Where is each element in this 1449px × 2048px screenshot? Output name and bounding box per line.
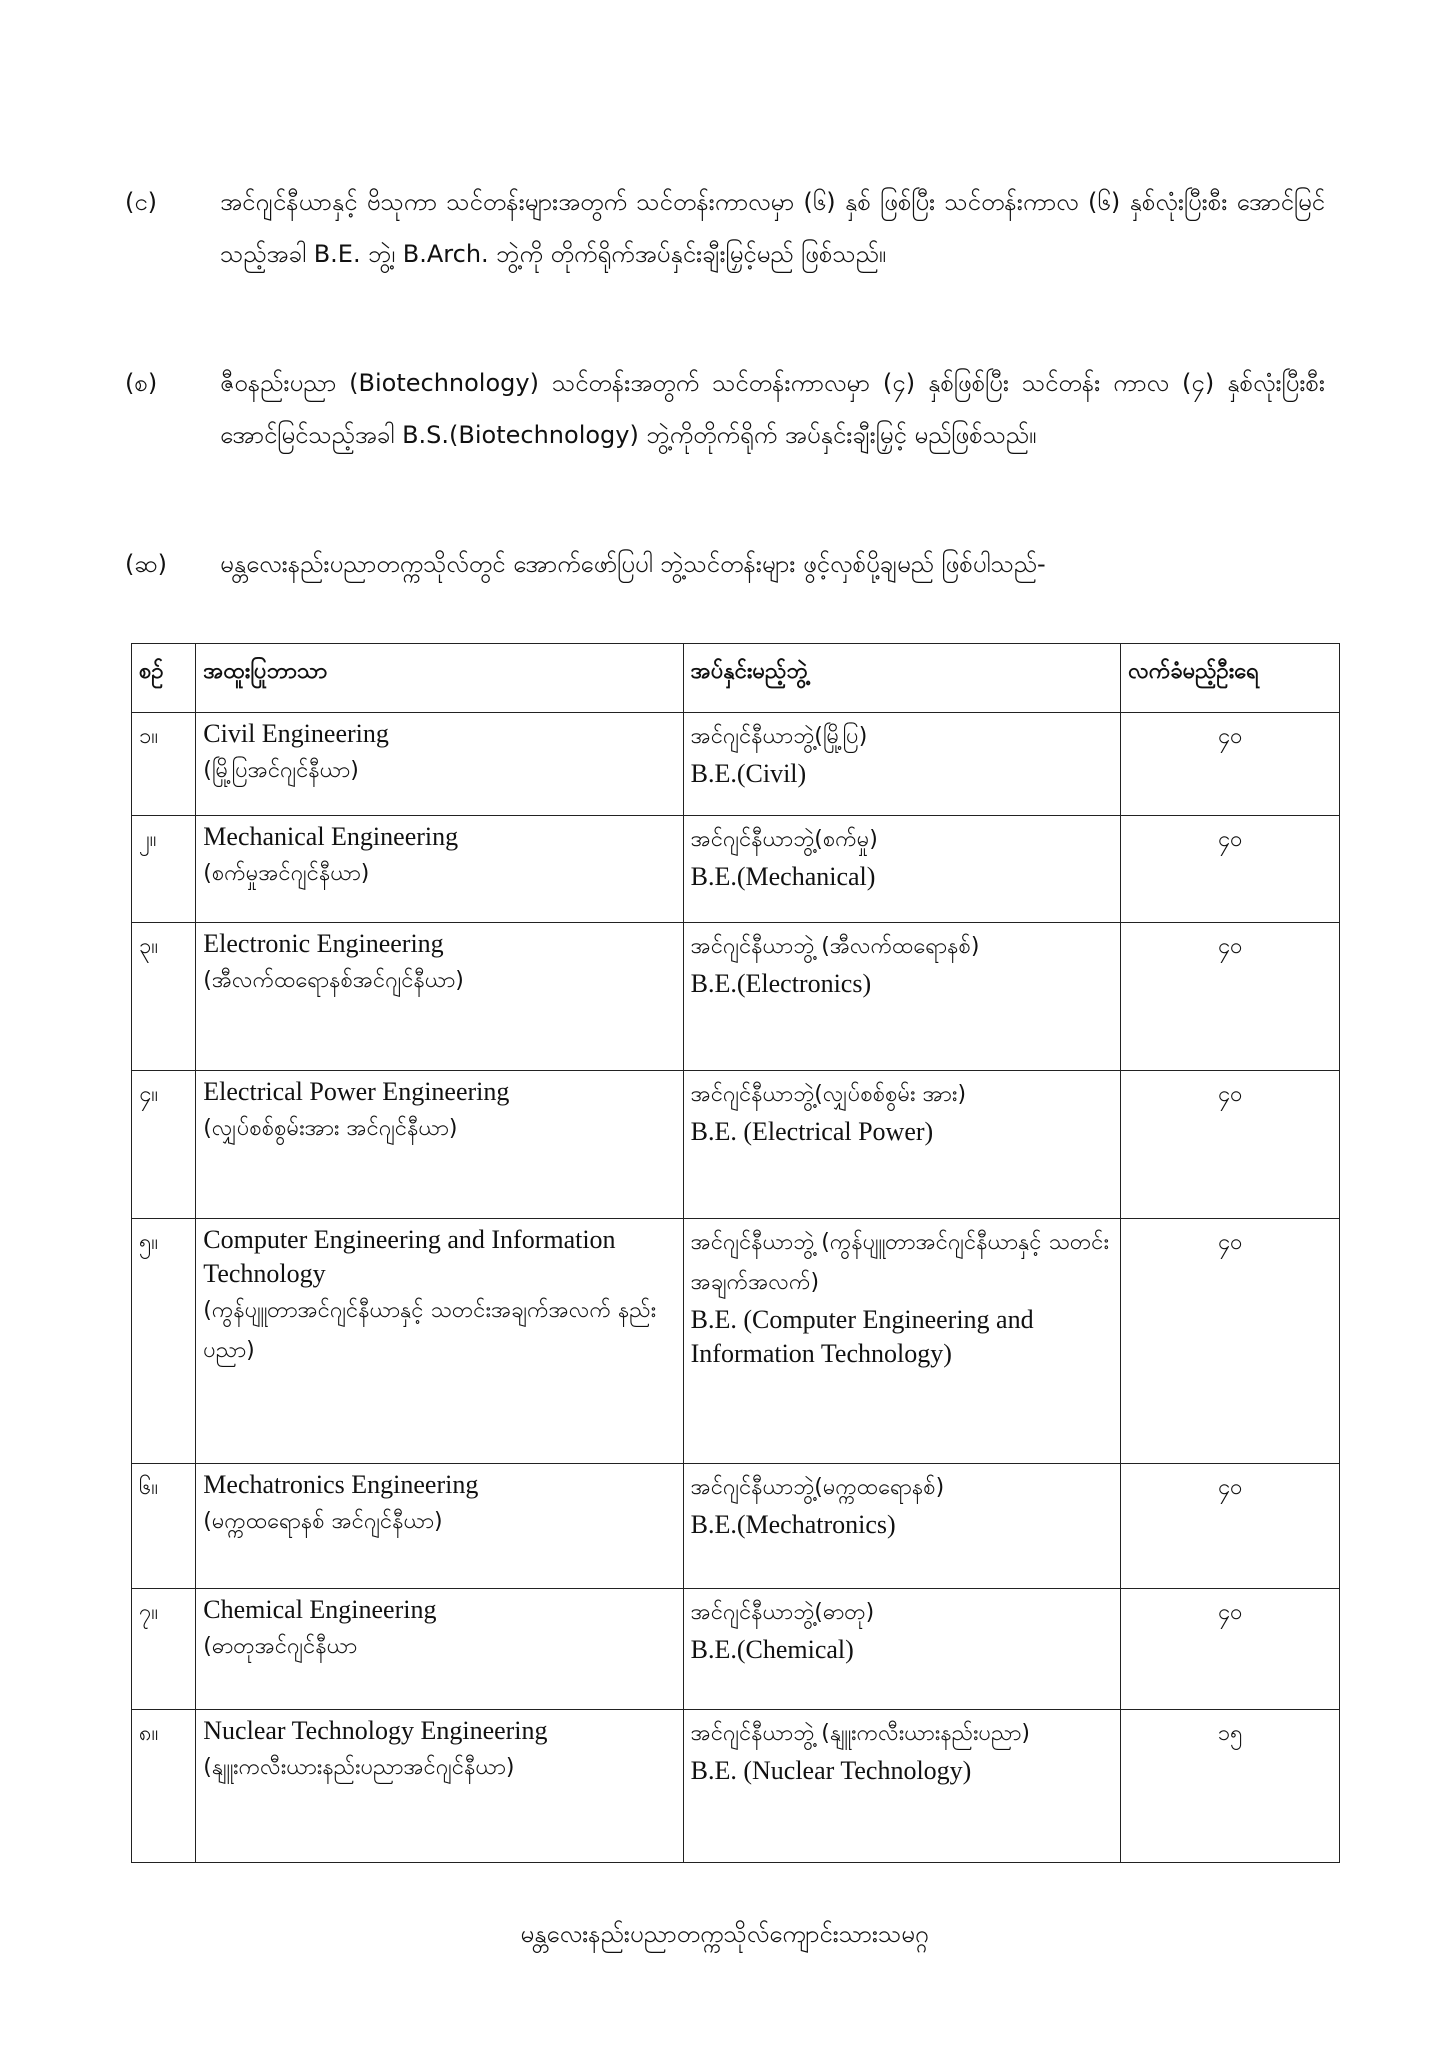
degree-cell xyxy=(683,923,1121,1071)
degree-english: B.E. (Nuclear Technology) xyxy=(690,1756,972,1785)
paragraph-label: (င) xyxy=(125,188,158,216)
table-header-row xyxy=(132,644,1340,713)
paragraph-text: အင်ဂျင်နီယာနှင့် ဗိသုကာ သင်တန်းများအတွက် သင်တန်းကာလမှာ (၆) နှစ် ဖြစ်ပြီး သင်တန်းကာလ (၆) နှစ်လုံးပြီးစီး အောင်မြင်သည့်အခါ B.E. ဘွဲ့၊ B.Arch. ဘွဲ့ကို တိုက်ရိုက်အပ်နှင်းချီးမြှင့်မည် ဖြစ်သည်။ xyxy=(220,188,1325,268)
page-footer: မန္တလေးနည်းပညာတက္ကသိုလ်ကျောင်းသားသမဂ္ဂ xyxy=(520,1920,929,1948)
specialization-english: Nuclear Technology Engineering xyxy=(203,1716,548,1745)
table-row xyxy=(132,816,1340,923)
table-row xyxy=(132,1071,1340,1219)
degree-cell xyxy=(683,1219,1121,1464)
row-number: ၁။ xyxy=(132,713,196,816)
specialization-myanmar: (အီလက်ထရောနစ်အင်ဂျင်နီယာ) xyxy=(203,968,464,993)
header-seats: လက်ခံမည့်ဦးရေ xyxy=(1121,644,1340,713)
paragraph-label: (ဆ) xyxy=(125,550,167,578)
degree-cell xyxy=(683,1464,1121,1589)
row-number: ၈။ xyxy=(132,1710,196,1863)
header-degree: အပ်နှင်းမည့်ဘွဲ့ xyxy=(683,644,1121,713)
table-row xyxy=(132,923,1340,1071)
degree-myanmar: အင်ဂျင်နီယာဘွဲ့(လျှပ်စစ်စွမ်း အား) xyxy=(690,1082,967,1107)
specialization-english: Computer Engineering and Information Technology xyxy=(203,1225,616,1288)
seats-cell: ၄၀ xyxy=(1121,923,1340,1071)
specialization-english: Mechatronics Engineering xyxy=(203,1470,479,1499)
seats-cell: ၄၀ xyxy=(1121,1219,1340,1464)
specialization-myanmar: (ဓာတုအင်ဂျင်နီယာ xyxy=(203,1634,358,1659)
specialization-cell xyxy=(196,816,683,923)
seats-cell: ၄၀ xyxy=(1121,713,1340,816)
specialization-myanmar: (စက်မှုအင်ဂျင်နီယာ) xyxy=(203,861,370,886)
specialization-myanmar: (လျှပ်စစ်စွမ်းအား အင်ဂျင်နီယာ) xyxy=(203,1116,458,1141)
degree-myanmar: အင်ဂျင်နီယာဘွဲ့(မက္ကထရောနစ်) xyxy=(690,1475,945,1500)
paragraph-hsa xyxy=(125,538,1325,590)
degree-myanmar: အင်ဂျင်နီယာဘွဲ့ (နျူးကလီးယားနည်းပညာ) xyxy=(690,1721,1031,1746)
seats-cell: ၁၅ xyxy=(1121,1710,1340,1863)
degree-myanmar: အင်ဂျင်နီယာဘွဲ့(စက်မှု) xyxy=(690,827,878,852)
specialization-myanmar: (မြို့ပြအင်ဂျင်နီယာ) xyxy=(203,758,359,783)
specialization-english: Mechanical Engineering xyxy=(203,822,459,851)
degree-myanmar: အင်ဂျင်နီယာဘွဲ့ (ကွန်ပျူတာအင်ဂျင်နီယာနှင့် သတင်းအချက်အလက်) xyxy=(690,1230,1110,1295)
degree-english: B.E.(Mechatronics) xyxy=(690,1510,896,1539)
specialization-cell xyxy=(196,1589,683,1710)
row-number: ၆။ xyxy=(132,1464,196,1589)
specialization-english: Civil Engineering xyxy=(203,719,389,748)
degree-english: B.E. (Computer Engineering and Information Technology) xyxy=(690,1305,1034,1368)
table-row xyxy=(132,1589,1340,1710)
degree-english: B.E.(Mechanical) xyxy=(690,862,876,891)
specialization-cell xyxy=(196,1710,683,1863)
degree-english: B.E. (Electrical Power) xyxy=(690,1117,934,1146)
header-specialization: အထူးပြုဘာသာ xyxy=(196,644,683,713)
row-number: ၅။ xyxy=(132,1219,196,1464)
degree-myanmar: အင်ဂျင်နီယာဘွဲ့(မြို့ပြ) xyxy=(690,724,868,749)
seats-cell: ၄၀ xyxy=(1121,1589,1340,1710)
row-number: ၃။ xyxy=(132,923,196,1071)
paragraph-text: ဇီဝနည်းပညာ (Biotechnology) သင်တန်းအတွက် သင်တန်းကာလမှာ (၄) နှစ်ဖြစ်ပြီး သင်တန်း ကာလ (၄) နှစ်လုံးပြီးစီး အောင်မြင်သည့်အခါ B.S.(Biotechnology) ဘွဲ့ကိုတိုက်ရိုက် အပ်နှင်းချီးမြှင့် မည်ဖြစ်သည်။ xyxy=(220,369,1325,449)
specialization-cell xyxy=(196,1071,683,1219)
degree-cell xyxy=(683,1589,1121,1710)
degree-english: B.E.(Civil) xyxy=(690,759,807,788)
specialization-english: Electronic Engineering xyxy=(203,929,444,958)
specialization-cell xyxy=(196,1464,683,1589)
table-row xyxy=(132,713,1340,816)
seats-cell: ၄၀ xyxy=(1121,816,1340,923)
row-number: ၇။ xyxy=(132,1589,196,1710)
degree-english: B.E.(Electronics) xyxy=(690,969,872,998)
table-row xyxy=(132,1710,1340,1863)
specialization-english: Chemical Engineering xyxy=(203,1595,437,1624)
specialization-myanmar: (နျူးကလီးယားနည်းပညာအင်ဂျင်နီယာ) xyxy=(203,1755,515,1780)
courses-table xyxy=(131,643,1340,1863)
specialization-myanmar: (ကွန်ပျူတာအင်ဂျင်နီယာနှင့် သတင်းအချက်အလက် နည်းပညာ) xyxy=(203,1298,657,1363)
degree-cell xyxy=(683,1071,1121,1219)
row-number: ၄။ xyxy=(132,1071,196,1219)
specialization-cell xyxy=(196,923,683,1071)
specialization-cell xyxy=(196,713,683,816)
paragraph-label: (စ) xyxy=(125,369,158,397)
seats-cell: ၄၀ xyxy=(1121,1464,1340,1589)
degree-english: B.E.(Chemical) xyxy=(690,1635,854,1664)
specialization-myanmar: (မက္ကထရောနစ် အင်ဂျင်နီယာ) xyxy=(203,1509,443,1534)
paragraph-nga xyxy=(125,176,1325,280)
degree-cell xyxy=(683,713,1121,816)
table-row xyxy=(132,1464,1340,1589)
degree-cell xyxy=(683,816,1121,923)
header-no: စဉ် xyxy=(132,644,196,713)
specialization-cell xyxy=(196,1219,683,1464)
row-number: ၂။ xyxy=(132,816,196,923)
specialization-english: Electrical Power Engineering xyxy=(203,1077,510,1106)
table-row xyxy=(132,1219,1340,1464)
degree-cell xyxy=(683,1710,1121,1863)
seats-cell: ၄၀ xyxy=(1121,1071,1340,1219)
paragraph-sa xyxy=(125,357,1325,461)
degree-myanmar: အင်ဂျင်နီယာဘွဲ့(ဓာတု) xyxy=(690,1600,875,1625)
paragraph-text: မန္တလေးနည်းပညာတက္ကသိုလ်တွင် အောက်ဖော်ပြပါ ဘွဲ့သင်တန်းများ ဖွင့်လှစ်ပို့ချမည် ဖြစ်ပါသည်- xyxy=(220,550,1046,578)
degree-myanmar: အင်ဂျင်နီယာဘွဲ့ (အီလက်ထရောနစ်) xyxy=(690,934,980,959)
